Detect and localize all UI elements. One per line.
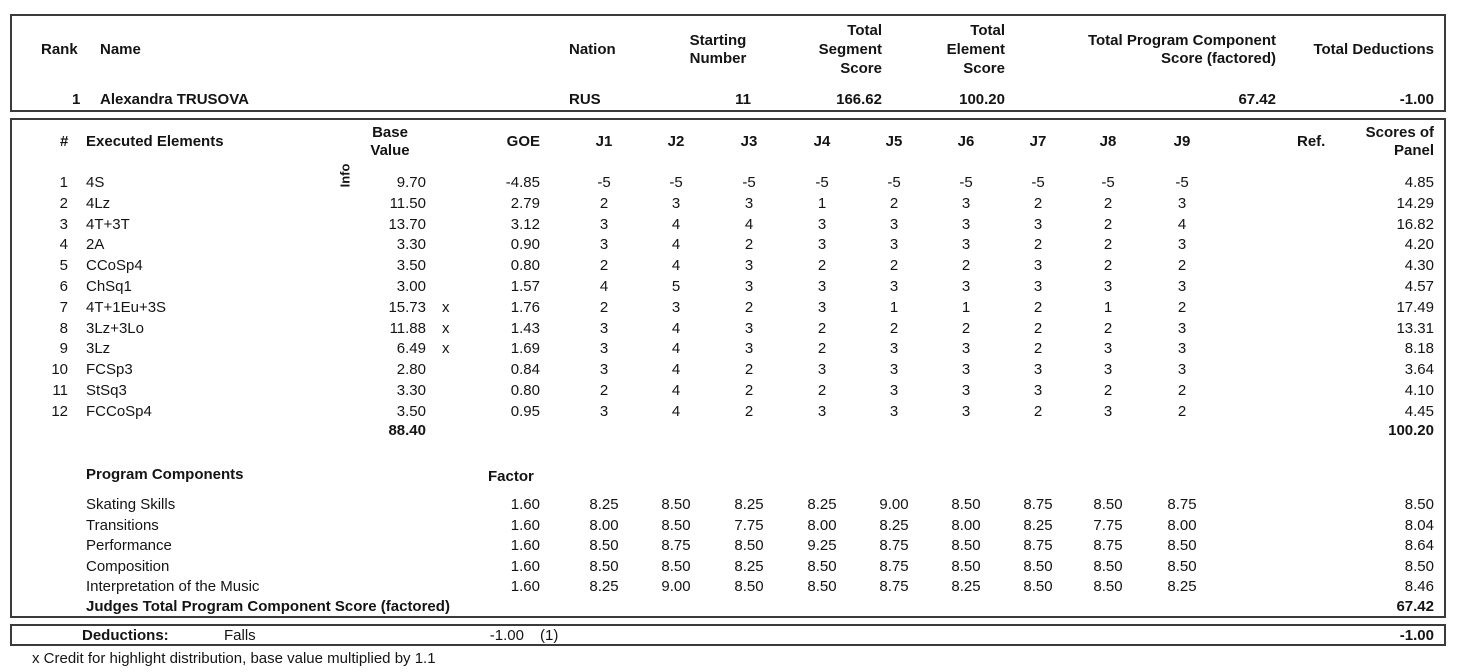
judge-header-4: J4 bbox=[813, 133, 831, 150]
element-name: 4T+3T bbox=[86, 215, 130, 233]
element-judge-score: -5 bbox=[1101, 174, 1115, 191]
element-number: 7 bbox=[59, 298, 68, 316]
component-judge-score: 8.75 bbox=[1167, 496, 1197, 513]
element-judge-score: 4 bbox=[671, 215, 681, 233]
skater-rank: 1 bbox=[72, 91, 81, 108]
component-panel-score: 8.04 bbox=[1404, 516, 1434, 534]
element-number: 1 bbox=[59, 174, 68, 191]
judge-header-7: J7 bbox=[1029, 133, 1047, 150]
deductions-header: Total Deductions bbox=[1313, 41, 1434, 58]
element-panel-score: 8.18 bbox=[1404, 340, 1434, 358]
element-judge-score: 2 bbox=[889, 257, 899, 275]
element-judge-score: -5 bbox=[887, 174, 901, 191]
skater-nation: RUS bbox=[569, 91, 601, 108]
element-goe: 1.76 bbox=[510, 298, 540, 316]
element-goe: 0.90 bbox=[510, 236, 540, 254]
panel-header-2: Panel bbox=[1393, 142, 1434, 159]
element-judge-score: 3 bbox=[817, 278, 827, 295]
element-goe: 0.95 bbox=[510, 402, 540, 420]
component-panel-score: 8.64 bbox=[1404, 537, 1434, 555]
element-judge-score: 2 bbox=[1177, 382, 1187, 399]
pcs-header-2: Score (factored) bbox=[1160, 50, 1276, 67]
judge-header-9: J9 bbox=[1173, 133, 1191, 150]
element-panel-score: 13.31 bbox=[1396, 319, 1434, 337]
element-number: 9 bbox=[59, 340, 68, 358]
element-judge-score: 2 bbox=[817, 319, 827, 337]
element-judge-score: 2 bbox=[1033, 319, 1043, 337]
element-judge-score: -5 bbox=[815, 174, 829, 191]
component-judge-score: 8.50 bbox=[589, 537, 619, 555]
element-name: CCoSp4 bbox=[86, 257, 143, 275]
element-judge-score: 3 bbox=[1177, 319, 1187, 337]
element-judge-score: 2 bbox=[1177, 402, 1187, 420]
element-judge-score: 2 bbox=[1033, 402, 1043, 420]
component-panel-score: 8.50 bbox=[1404, 496, 1434, 513]
component-panel-score: 8.46 bbox=[1404, 578, 1434, 596]
element-judge-score: 2 bbox=[599, 194, 609, 212]
component-name: Composition bbox=[86, 557, 170, 575]
element-name: StSq3 bbox=[86, 382, 127, 399]
component-judge-score: 8.50 bbox=[734, 578, 764, 596]
component-judge-score: 8.50 bbox=[734, 537, 764, 555]
element-judge-score: 3 bbox=[1177, 194, 1187, 212]
element-judge-score: 3 bbox=[961, 278, 971, 295]
judge-header-2: J2 bbox=[667, 133, 685, 150]
element-judge-score: -5 bbox=[959, 174, 973, 191]
skater-pcs: 67.42 bbox=[1238, 91, 1276, 108]
component-judge-score: 8.50 bbox=[1023, 578, 1053, 596]
element-number: 11 bbox=[52, 382, 68, 399]
element-judge-score: 3 bbox=[1103, 361, 1113, 379]
program-components-title: Program Components bbox=[86, 466, 244, 483]
element-judge-score: 3 bbox=[961, 215, 971, 233]
deductions-count: (1) bbox=[540, 627, 559, 644]
tss-header-3: Score bbox=[840, 60, 882, 77]
component-judge-score: 8.75 bbox=[1023, 496, 1053, 513]
element-judge-score: 2 bbox=[599, 298, 609, 316]
component-factor: 1.60 bbox=[510, 557, 540, 575]
skater-name: Alexandra TRUSOVA bbox=[100, 91, 249, 108]
element-judge-score: -5 bbox=[669, 174, 683, 191]
element-judge-score: 2 bbox=[744, 382, 754, 399]
element-number: 12 bbox=[51, 402, 68, 420]
component-judge-score: 8.75 bbox=[1023, 537, 1053, 555]
element-judge-score: 4 bbox=[671, 319, 681, 337]
element-judge-score: 3 bbox=[1033, 215, 1043, 233]
element-judge-score: 2 bbox=[1033, 194, 1043, 212]
element-goe: 1.43 bbox=[510, 319, 540, 337]
element-judge-score: 3 bbox=[1103, 278, 1113, 295]
element-judge-score: 2 bbox=[1177, 257, 1187, 275]
deductions-value: -1.00 bbox=[489, 627, 524, 644]
element-judge-score: 1 bbox=[1103, 298, 1113, 316]
element-judge-score: 2 bbox=[1033, 236, 1043, 254]
element-judge-score: 3 bbox=[889, 402, 899, 420]
skater-starting-number: 11 bbox=[735, 91, 751, 108]
element-judge-score: 2 bbox=[1103, 236, 1113, 254]
tes-header-3: Score bbox=[963, 60, 1005, 77]
element-judge-score: 3 bbox=[744, 319, 754, 337]
element-judge-score: 3 bbox=[744, 278, 754, 295]
component-judge-score: 8.50 bbox=[589, 557, 619, 575]
element-judge-score: 3 bbox=[889, 382, 899, 399]
element-judge-score: 3 bbox=[961, 340, 971, 358]
component-judge-score: 8.75 bbox=[661, 537, 691, 555]
tes-header-2: Element bbox=[946, 41, 1005, 58]
component-judge-score: 8.75 bbox=[879, 557, 909, 575]
element-number: 4 bbox=[59, 236, 68, 254]
component-judge-score: 8.25 bbox=[734, 496, 764, 513]
component-name: Interpretation of the Music bbox=[86, 578, 260, 596]
element-judge-score: 4 bbox=[599, 278, 609, 295]
component-judge-score: 8.75 bbox=[879, 537, 909, 555]
component-judge-score: 8.00 bbox=[807, 516, 837, 534]
element-judge-score: 3 bbox=[961, 194, 971, 212]
element-judge-score: 2 bbox=[1103, 319, 1113, 337]
nation-header: Nation bbox=[569, 41, 616, 58]
element-judge-score: 3 bbox=[1033, 382, 1043, 399]
element-judge-score: 2 bbox=[599, 382, 609, 399]
component-judge-score: 9.25 bbox=[807, 537, 837, 555]
element-judge-score: -5 bbox=[1031, 174, 1045, 191]
element-goe: 1.69 bbox=[510, 340, 540, 358]
component-factor: 1.60 bbox=[510, 537, 540, 555]
component-judge-score: 8.25 bbox=[807, 496, 837, 513]
component-judge-score: 8.50 bbox=[951, 537, 981, 555]
element-goe: -4.85 bbox=[505, 174, 540, 191]
element-judge-score: 3 bbox=[599, 215, 609, 233]
base-value-header-1: Base bbox=[372, 124, 408, 141]
element-judge-score: 3 bbox=[744, 340, 754, 358]
component-judge-score: 8.75 bbox=[879, 578, 909, 596]
element-judge-score: 2 bbox=[889, 194, 899, 212]
element-judge-score: 3 bbox=[817, 402, 827, 420]
component-judge-score: 8.50 bbox=[807, 578, 837, 596]
element-base-value: 9.70 bbox=[396, 174, 426, 191]
element-judge-score: 2 bbox=[1103, 215, 1113, 233]
element-name: FCCoSp4 bbox=[86, 402, 152, 420]
element-panel-score: 4.30 bbox=[1404, 257, 1434, 275]
element-judge-score: 2 bbox=[817, 382, 827, 399]
component-factor: 1.60 bbox=[510, 578, 540, 596]
element-name: FCSp3 bbox=[86, 361, 133, 379]
element-judge-score: 3 bbox=[1033, 278, 1043, 295]
element-base-value: 11.88 bbox=[389, 319, 426, 337]
element-name: 2A bbox=[86, 236, 105, 254]
skater-deductions: -1.00 bbox=[1399, 91, 1434, 108]
info-header: Info bbox=[337, 163, 353, 188]
component-judge-score: 8.75 bbox=[1093, 537, 1123, 555]
element-judge-score: 3 bbox=[1033, 257, 1043, 275]
element-goe: 0.84 bbox=[510, 361, 540, 379]
element-judge-score: 3 bbox=[1177, 278, 1187, 295]
element-judge-score: 4 bbox=[744, 215, 754, 233]
element-judge-score: 3 bbox=[599, 319, 609, 337]
element-judge-score: 3 bbox=[889, 340, 899, 358]
element-judge-score: 3 bbox=[961, 236, 971, 254]
element-number: 3 bbox=[59, 215, 68, 233]
element-judge-score: 1 bbox=[889, 298, 899, 316]
element-goe: 2.79 bbox=[510, 194, 540, 212]
judge-header-8: J8 bbox=[1099, 133, 1117, 150]
element-judge-score: 2 bbox=[744, 236, 754, 254]
component-judge-score: 8.00 bbox=[951, 516, 981, 534]
element-judge-score: 2 bbox=[817, 257, 827, 275]
component-factor: 1.60 bbox=[510, 516, 540, 534]
component-judge-score: 8.25 bbox=[589, 496, 619, 513]
component-judge-score: 8.50 bbox=[1167, 537, 1197, 555]
component-judge-score: 8.00 bbox=[1167, 516, 1197, 534]
component-judge-score: 8.50 bbox=[1093, 496, 1123, 513]
element-judge-score: 4 bbox=[671, 402, 681, 420]
element-base-value: 3.50 bbox=[396, 257, 426, 275]
panel-total: 100.20 bbox=[1388, 422, 1434, 439]
element-judge-score: 2 bbox=[1033, 340, 1043, 358]
element-goe: 0.80 bbox=[510, 257, 540, 275]
deductions-type: Falls bbox=[224, 627, 256, 644]
element-judge-score: -5 bbox=[1175, 174, 1189, 191]
element-base-value: 13.70 bbox=[388, 215, 426, 233]
element-info: x bbox=[442, 340, 450, 358]
ref-header: Ref. bbox=[1297, 133, 1326, 150]
element-judge-score: 2 bbox=[1177, 298, 1187, 316]
element-base-value: 11.50 bbox=[389, 194, 426, 212]
element-panel-score: 16.82 bbox=[1396, 215, 1434, 233]
element-judge-score: 2 bbox=[961, 257, 971, 275]
element-judge-score: 3 bbox=[817, 215, 827, 233]
component-judge-score: 8.50 bbox=[661, 557, 691, 575]
element-judge-score: 4 bbox=[1177, 215, 1187, 233]
component-factor: 1.60 bbox=[510, 496, 540, 513]
element-info: x bbox=[442, 298, 450, 316]
element-judge-score: 1 bbox=[961, 298, 971, 316]
element-judge-score: 4 bbox=[671, 340, 681, 358]
footnote: x Credit for highlight distribution, base value multiplied by 1.1 bbox=[32, 650, 436, 667]
element-judge-score: 3 bbox=[671, 298, 681, 316]
element-name: 3Lz bbox=[86, 340, 111, 358]
component-judge-score: 8.50 bbox=[661, 516, 691, 534]
element-number: 8 bbox=[59, 319, 68, 337]
component-judge-score: 8.50 bbox=[1023, 557, 1053, 575]
element-judge-score: 2 bbox=[961, 319, 971, 337]
element-judge-score: 3 bbox=[961, 382, 971, 399]
element-judge-score: 1 bbox=[817, 194, 827, 212]
element-base-value: 3.50 bbox=[396, 402, 426, 420]
judge-header-1: J1 bbox=[595, 133, 613, 150]
tes-header-1: Total bbox=[970, 22, 1005, 39]
element-base-value: 15.73 bbox=[388, 298, 426, 316]
skater-tes: 100.20 bbox=[959, 91, 1005, 108]
element-judge-score: -5 bbox=[742, 174, 756, 191]
element-judge-score: 4 bbox=[671, 257, 681, 275]
tss-header-1: Total bbox=[847, 22, 882, 39]
element-base-value: 2.80 bbox=[396, 361, 426, 379]
element-judge-score: 3 bbox=[1177, 361, 1187, 379]
element-number: 2 bbox=[59, 194, 68, 212]
executed-elements-header: Executed Elements bbox=[86, 133, 224, 150]
element-judge-score: 3 bbox=[889, 361, 899, 379]
element-judge-score: 3 bbox=[599, 340, 609, 358]
component-judge-score: 8.25 bbox=[589, 578, 619, 596]
element-goe: 1.57 bbox=[510, 278, 540, 295]
pcs-header-1: Total Program Component bbox=[1087, 32, 1276, 49]
component-judge-score: 8.50 bbox=[951, 496, 981, 513]
name-header: Name bbox=[100, 41, 141, 58]
element-judge-score: 2 bbox=[889, 319, 899, 337]
element-number: 10 bbox=[51, 361, 68, 379]
element-name: 4T+1Eu+3S bbox=[86, 298, 167, 316]
component-judge-score: 8.25 bbox=[1167, 578, 1197, 596]
element-judge-score: 3 bbox=[961, 361, 971, 379]
goe-header: GOE bbox=[506, 133, 540, 150]
element-judge-score: 2 bbox=[1103, 194, 1113, 212]
judge-header-3: J3 bbox=[740, 133, 758, 150]
element-judge-score: 2 bbox=[1103, 382, 1113, 399]
element-base-value: 6.49 bbox=[396, 340, 426, 358]
factor-header: Factor bbox=[488, 468, 534, 485]
starting-number-header-2: Number bbox=[689, 50, 747, 67]
tss-header-2: Segment bbox=[818, 41, 882, 58]
element-judge-score: 3 bbox=[1103, 402, 1113, 420]
component-name: Skating Skills bbox=[86, 496, 176, 513]
component-name: Transitions bbox=[86, 516, 159, 534]
component-judge-score: 8.50 bbox=[1093, 557, 1123, 575]
element-judge-score: 4 bbox=[671, 236, 681, 254]
element-judge-score: 3 bbox=[889, 236, 899, 254]
element-judge-score: 4 bbox=[671, 382, 681, 399]
element-judge-score: 3 bbox=[744, 194, 754, 212]
component-judge-score: 8.50 bbox=[1167, 557, 1197, 575]
element-judge-score: 3 bbox=[817, 361, 827, 379]
element-judge-score: 3 bbox=[599, 361, 609, 379]
element-panel-score: 14.29 bbox=[1396, 194, 1434, 212]
element-base-value: 3.30 bbox=[396, 236, 426, 254]
element-panel-score: 4.20 bbox=[1404, 236, 1434, 254]
element-panel-score: 4.45 bbox=[1404, 402, 1434, 420]
element-judge-score: 3 bbox=[889, 215, 899, 233]
element-judge-score: 3 bbox=[817, 236, 827, 254]
component-judge-score: 9.00 bbox=[661, 578, 691, 596]
pcs-total-label: Judges Total Program Component Score (factored) bbox=[86, 598, 450, 615]
element-name: 4S bbox=[86, 174, 105, 191]
element-name: 3Lz+3Lo bbox=[86, 319, 144, 337]
element-judge-score: 3 bbox=[1103, 340, 1113, 358]
component-judge-score: 8.25 bbox=[879, 516, 909, 534]
element-number: 5 bbox=[59, 257, 68, 275]
element-judge-score: 3 bbox=[1033, 361, 1043, 379]
component-name: Performance bbox=[86, 537, 172, 555]
component-judge-score: 8.25 bbox=[1023, 516, 1053, 534]
element-goe: 3.12 bbox=[510, 215, 540, 233]
element-info: x bbox=[442, 319, 450, 337]
judge-header-5: J5 bbox=[885, 133, 903, 150]
element-panel-score: 17.49 bbox=[1396, 298, 1434, 316]
component-judge-score: 8.50 bbox=[1093, 578, 1123, 596]
component-judge-score: 8.00 bbox=[589, 516, 619, 534]
element-judge-score: 3 bbox=[889, 278, 899, 295]
element-judge-score: 3 bbox=[961, 402, 971, 420]
base-value-total: 88.40 bbox=[388, 422, 426, 439]
element-name: ChSq1 bbox=[86, 278, 132, 295]
element-base-value: 3.30 bbox=[396, 382, 426, 399]
element-base-value: 3.00 bbox=[396, 278, 426, 295]
element-number: 6 bbox=[59, 278, 68, 295]
element-judge-score: 3 bbox=[599, 236, 609, 254]
starting-number-header-1: Starting bbox=[689, 32, 747, 49]
component-judge-score: 8.50 bbox=[951, 557, 981, 575]
element-goe: 0.80 bbox=[510, 382, 540, 399]
element-panel-score: 4.57 bbox=[1404, 278, 1434, 295]
element-judge-score: 2 bbox=[1033, 298, 1043, 316]
element-judge-score: 5 bbox=[671, 278, 681, 295]
element-judge-score: 4 bbox=[671, 361, 681, 379]
component-judge-score: 7.75 bbox=[1093, 516, 1123, 534]
element-panel-score: 4.10 bbox=[1404, 382, 1434, 399]
element-panel-score: 4.85 bbox=[1404, 174, 1434, 191]
element-judge-score: 3 bbox=[671, 194, 681, 212]
element-judge-score: 3 bbox=[1177, 340, 1187, 358]
element-panel-score: 3.64 bbox=[1404, 361, 1434, 379]
element-name: 4Lz bbox=[86, 194, 111, 212]
element-judge-score: 2 bbox=[744, 402, 754, 420]
component-panel-score: 8.50 bbox=[1404, 557, 1434, 575]
pcs-total: 67.42 bbox=[1396, 598, 1434, 615]
judge-header-6: J6 bbox=[957, 133, 975, 150]
element-judge-score: 2 bbox=[744, 298, 754, 316]
panel-header-1: Scores of bbox=[1365, 124, 1434, 141]
component-judge-score: 8.50 bbox=[661, 496, 691, 513]
component-judge-score: 8.25 bbox=[951, 578, 981, 596]
element-judge-score: 2 bbox=[1103, 257, 1113, 275]
element-judge-score: 3 bbox=[744, 257, 754, 275]
deductions-total: -1.00 bbox=[1399, 627, 1434, 644]
rank-header: Rank bbox=[41, 41, 78, 58]
skater-tss: 166.62 bbox=[836, 91, 882, 108]
element-judge-score: 3 bbox=[599, 402, 609, 420]
component-judge-score: 8.50 bbox=[807, 557, 837, 575]
component-judge-score: 8.25 bbox=[734, 557, 764, 575]
element-judge-score: 2 bbox=[599, 257, 609, 275]
component-judge-score: 7.75 bbox=[734, 516, 764, 534]
base-value-header-2: Value bbox=[370, 142, 410, 159]
element-judge-score: 3 bbox=[817, 298, 827, 316]
element-judge-score: 2 bbox=[817, 340, 827, 358]
element-judge-score: 3 bbox=[1177, 236, 1187, 254]
element-judge-score: 2 bbox=[744, 361, 754, 379]
component-judge-score: 9.00 bbox=[879, 496, 909, 513]
num-header: # bbox=[60, 133, 69, 150]
element-judge-score: -5 bbox=[597, 174, 611, 191]
deductions-label: Deductions: bbox=[82, 627, 169, 644]
